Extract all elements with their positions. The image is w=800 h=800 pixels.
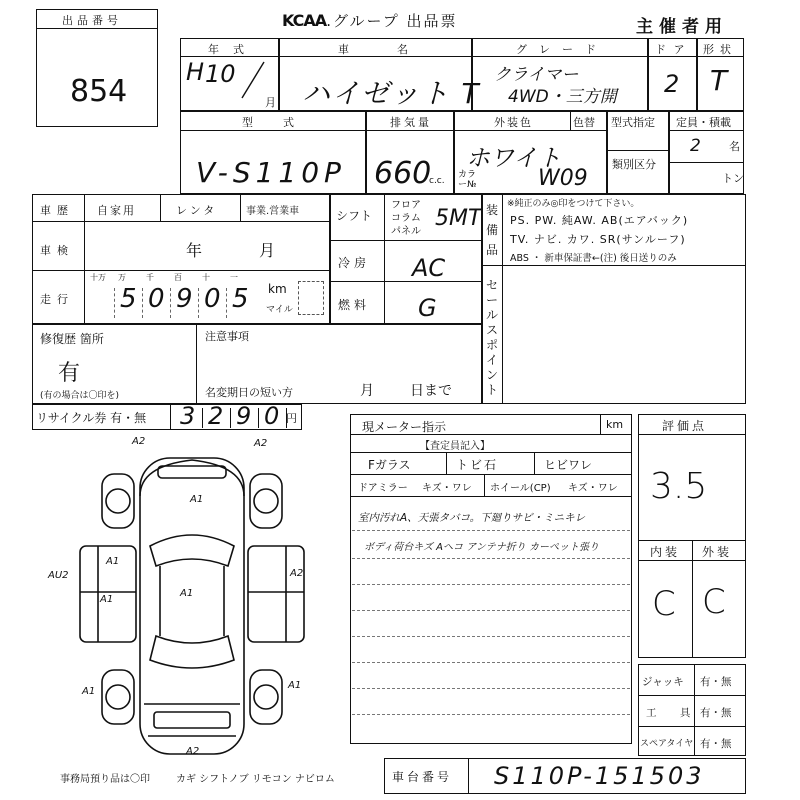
model-label: 型式 bbox=[242, 116, 324, 129]
inspection-label: 車検 bbox=[40, 244, 74, 257]
damage-mark: A1 bbox=[288, 680, 302, 691]
glass-crack: ヒビワレ bbox=[544, 458, 593, 472]
doors-value: 2 bbox=[664, 70, 680, 98]
rename-label: 名変期日の短い方 bbox=[205, 386, 293, 399]
tool-spare-value: 有・無 bbox=[700, 738, 732, 750]
damage-mark: A1 bbox=[190, 494, 204, 505]
damage-mark: A1 bbox=[82, 686, 96, 697]
recycle-digit: 9 bbox=[236, 402, 252, 430]
displacement-value: 660 bbox=[374, 156, 432, 191]
inspection-month: 月 bbox=[259, 241, 276, 260]
office-items: カギ シフトノブ リモコン ナビロム bbox=[176, 774, 335, 785]
grade-line1: クライマー bbox=[494, 65, 579, 85]
inspector-label: 【査定員記入】 bbox=[420, 441, 490, 452]
tool-spare-label: スペアタイヤ bbox=[640, 739, 694, 749]
aircon-label: 冷房 bbox=[338, 256, 371, 270]
mileage-digit: 0 bbox=[204, 284, 221, 314]
color-number-value: W09 bbox=[538, 166, 588, 191]
mileage-digit: 9 bbox=[176, 284, 193, 314]
capacity-label: 定員・積載 bbox=[676, 116, 731, 129]
year-label: 年式 bbox=[208, 43, 258, 56]
mile-checkbox bbox=[298, 281, 324, 315]
shift-label: シフト bbox=[336, 209, 373, 223]
mile-unit: マイル bbox=[266, 305, 293, 315]
damage-mark: A1 bbox=[180, 588, 194, 599]
equipment-line3: ABS ・ 新車保証書←(注) 後日送りのみ bbox=[510, 253, 677, 264]
mileage-digit: 5 bbox=[232, 284, 249, 314]
class-label: 類別区分 bbox=[612, 158, 656, 171]
month-label: 月 bbox=[265, 96, 276, 109]
damage-mark: A2 bbox=[290, 568, 304, 579]
tool-jack-label: ジャッキ bbox=[642, 676, 684, 688]
mileage-digit-head: 一 bbox=[230, 273, 238, 282]
color-number-label: カラー№ bbox=[458, 170, 477, 190]
glass-label: Fガラス bbox=[368, 458, 411, 472]
mirror-value: キズ・ワレ bbox=[422, 483, 472, 494]
car-damage-diagram bbox=[40, 436, 340, 766]
model-value: V-S110P bbox=[196, 156, 346, 189]
capacity-value: 2 bbox=[690, 136, 701, 156]
grade-line2: 4WD・三方開 bbox=[508, 87, 617, 107]
chassis-value: S110P-151503 bbox=[494, 762, 705, 790]
shift-option-panel: パネル bbox=[391, 226, 421, 237]
mileage-digit-head: 十万 bbox=[90, 273, 106, 282]
car-name: ハイゼット T bbox=[302, 77, 481, 110]
wheel-value: キズ・ワレ bbox=[568, 483, 618, 494]
fuel-value: G bbox=[418, 294, 437, 322]
damage-mark: A2 bbox=[186, 746, 200, 757]
shift-option-floor: フロア bbox=[391, 200, 421, 211]
inspector-remark-2: ボディ荷台キズ Aヘコ アンテナ折り カーペット張り bbox=[364, 542, 599, 553]
damage-mark: A1 bbox=[106, 556, 120, 567]
lot-number: 854 bbox=[70, 74, 128, 109]
repaint-label: 色替 bbox=[573, 116, 595, 129]
repair-label: 修復歴 箇所 bbox=[40, 332, 104, 346]
lot-number-label: 出品番号 bbox=[62, 14, 122, 27]
persons-unit: 名 bbox=[729, 140, 740, 153]
notes-label: 注意事項 bbox=[205, 330, 249, 343]
organizer-label: 主催者用 bbox=[636, 17, 728, 37]
inspector-remark-1: 室内汚れA、天張タバコ。下廻りサビ・ミニキレ bbox=[358, 512, 586, 524]
damage-mark: AU2 bbox=[48, 570, 69, 581]
sales-point-label: セールスポイント bbox=[486, 278, 499, 397]
inspection-year: 年 bbox=[186, 241, 203, 260]
name-label: 車名 bbox=[338, 43, 456, 56]
sheet-title bbox=[282, 10, 458, 31]
shape-value: T bbox=[710, 64, 728, 97]
glass-chip: トビ石 bbox=[456, 458, 499, 472]
damage-mark: A1 bbox=[100, 594, 114, 605]
damage-mark: A2 bbox=[254, 438, 268, 449]
mileage-digit-head: 百 bbox=[174, 273, 182, 282]
mileage-digit: 0 bbox=[148, 284, 165, 314]
meter-label: 現メーター指示 bbox=[362, 420, 447, 434]
interior-label: 内装 bbox=[650, 545, 681, 559]
recycle-digit: 3 bbox=[180, 402, 196, 430]
aircon-value: AC bbox=[412, 254, 446, 282]
tool-kit-value: 有・無 bbox=[700, 707, 732, 719]
recycle-label: リサイクル券 有・無 bbox=[36, 411, 147, 425]
model-spec-label: 型式指定 bbox=[611, 116, 655, 129]
year-era: H bbox=[186, 58, 205, 86]
mirror-label: ドアミラー bbox=[358, 483, 408, 494]
chassis-label: 車台番号 bbox=[392, 770, 453, 784]
exterior-label: 外装 bbox=[702, 545, 733, 559]
history-label: 車歴 bbox=[40, 204, 74, 217]
wheel-label: ホイール(CP) bbox=[490, 483, 551, 494]
mileage-digit-head: 十 bbox=[202, 273, 210, 282]
shift-option-column: コラム bbox=[391, 213, 421, 224]
exterior-color-label: 外装色 bbox=[494, 116, 533, 129]
doors-label: ドア bbox=[655, 43, 693, 56]
score-value: 3.5 bbox=[650, 466, 708, 507]
shift-value: 5MT bbox=[435, 206, 482, 231]
exterior-color-value: ホワイト bbox=[466, 144, 562, 172]
repair-value: 有 bbox=[58, 361, 81, 386]
tool-jack-value: 有・無 bbox=[700, 676, 732, 688]
fuel-label: 燃料 bbox=[338, 298, 371, 312]
interior-value: C bbox=[652, 584, 676, 624]
grade-label: グレード bbox=[516, 43, 608, 56]
mileage-digit-head: 千 bbox=[146, 273, 154, 282]
rename-month: 月 bbox=[360, 383, 374, 399]
tool-kit-label: 工 具 bbox=[646, 707, 701, 719]
equipment-line1: PS. PW. 純AW. AB(エアバック) bbox=[510, 214, 689, 227]
equipment-line2: TV. ナビ. カワ. SR(サンルーフ) bbox=[510, 233, 686, 246]
mileage-digit-head: 万 bbox=[118, 273, 126, 282]
mileage-digit: 5 bbox=[120, 284, 137, 314]
km-unit: km bbox=[268, 282, 287, 296]
exterior-value: C bbox=[702, 582, 726, 622]
recycle-digit: 0 bbox=[264, 402, 280, 430]
rename-day: 日まで bbox=[410, 383, 452, 399]
mileage-label: 走行 bbox=[40, 293, 74, 306]
yen-unit: 円 bbox=[286, 412, 297, 425]
history-option-business: 事業.営業車 bbox=[246, 206, 300, 217]
damage-mark: A2 bbox=[132, 436, 146, 447]
cc-unit: c.c. bbox=[429, 176, 445, 186]
title-text: .グループ 出品票 bbox=[326, 12, 458, 30]
equipment-note: ※純正のみ◎印をつけて下さい。 bbox=[507, 199, 640, 209]
score-label: 評価点 bbox=[662, 419, 708, 433]
office-note: 事務局預り品は〇印 bbox=[60, 774, 150, 785]
tons-unit: トン bbox=[722, 172, 744, 185]
brand-logo: KCAA bbox=[282, 11, 327, 30]
recycle-digit: 2 bbox=[208, 402, 224, 430]
history-option-private: 自家用 bbox=[97, 204, 136, 217]
displacement-label: 排気量 bbox=[390, 116, 432, 129]
shape-label: 形状 bbox=[703, 43, 737, 56]
year-value: 10 bbox=[205, 60, 236, 88]
equipment-label: 装備品 bbox=[486, 203, 499, 257]
repair-note: (有の場合は〇印を) bbox=[40, 391, 120, 401]
history-option-rental: レンタ bbox=[176, 204, 218, 217]
meter-unit: km bbox=[606, 418, 624, 431]
